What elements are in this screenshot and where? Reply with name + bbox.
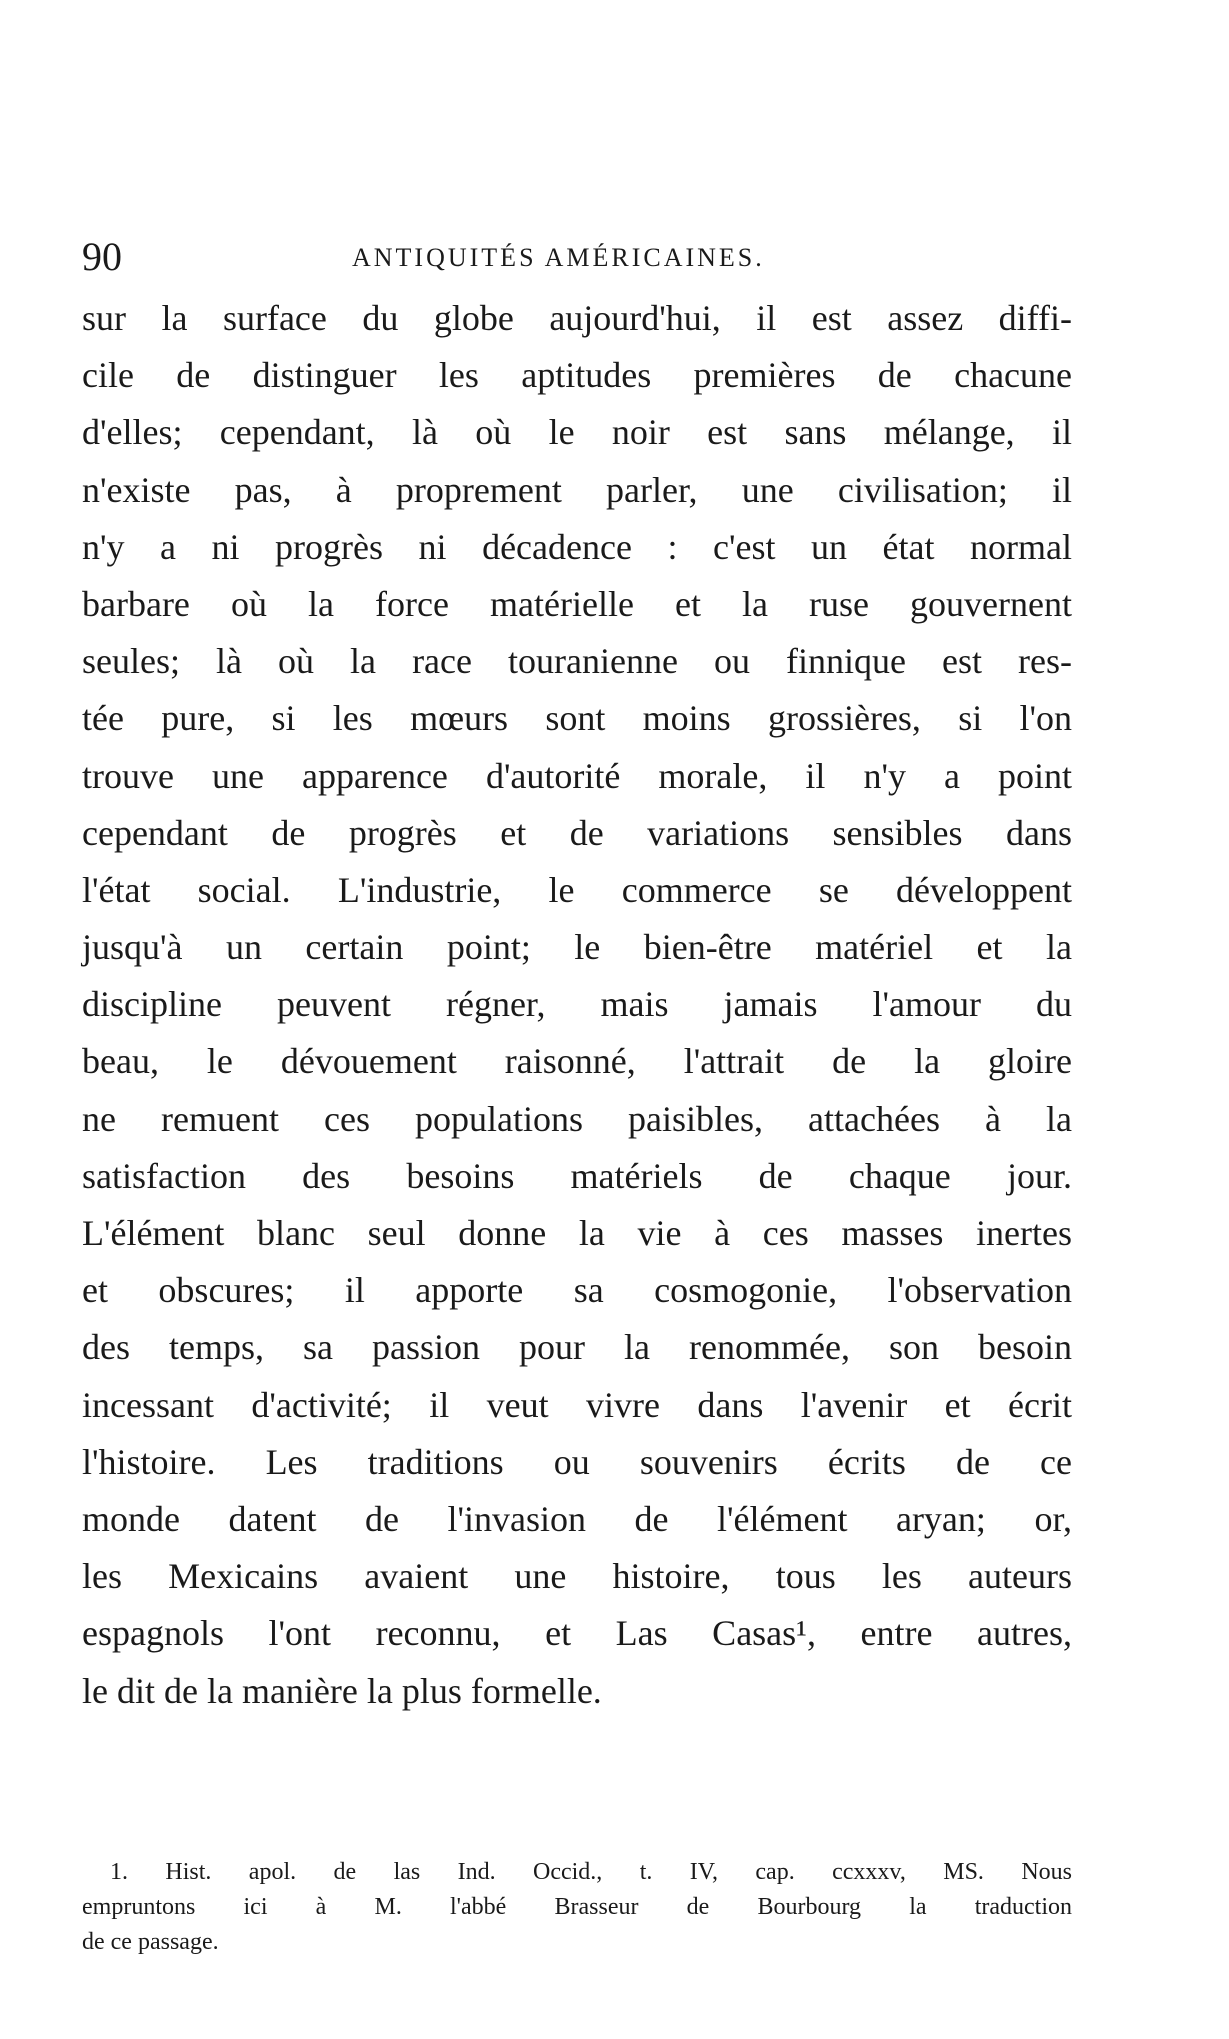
text-line: l'histoire. Les traditions ou souvenirs écrits de ce bbox=[82, 1441, 1072, 1482]
text-line: l'état social. L'industrie, le commerce se développent bbox=[82, 869, 1072, 910]
text-line: n'y a ni progrès ni décadence : c'est un état normal bbox=[82, 526, 1072, 567]
body-paragraph bbox=[82, 290, 1072, 1720]
text-line: et obscures; il apporte sa cosmogonie, l'observation bbox=[82, 1270, 1072, 1311]
text-line: monde datent de l'invasion de l'élément aryan; or, bbox=[82, 1498, 1072, 1539]
text-line: incessant d'activité; il veut vivre dans l'avenir et écrit bbox=[82, 1384, 1072, 1425]
footnote-line: empruntons ici à M. l'abbé Brasseur de Bourbourg la traduction bbox=[82, 1894, 1072, 1920]
text-line: discipline peuvent régner, mais jamais l'amour du bbox=[82, 984, 1072, 1025]
text-line: jusqu'à un certain point; le bien-être matériel et la bbox=[82, 927, 1072, 968]
text-line: cependant de progrès et de variations sensibles dans bbox=[82, 812, 1072, 853]
page-number: 90 bbox=[82, 234, 122, 279]
text-line: beau, le dévouement raisonné, l'attrait de la gloire bbox=[82, 1041, 1072, 1082]
text-line: L'élément blanc seul donne la vie à ces masses inertes bbox=[82, 1213, 1072, 1253]
running-head: ANTIQUITÉS AMÉRICAINES. bbox=[352, 243, 765, 272]
text-line: ne remuent ces populations paisibles, attachées à la bbox=[82, 1098, 1072, 1139]
footnote bbox=[82, 1855, 1072, 1960]
footnote-line: 1. Hist. apol. de las Ind. Occid., t. IV, cap. ccxxxv, MS. Nous bbox=[110, 1859, 1072, 1885]
text-line: les Mexicains avaient une histoire, tous les auteurs bbox=[82, 1556, 1072, 1597]
text-line: sur la surface du globe aujourd'hui, il est assez diffi- bbox=[82, 298, 1072, 338]
text-line: cile de distinguer les aptitudes premières de chacune bbox=[82, 355, 1072, 396]
text-line: des temps, sa passion pour la renommée, son besoin bbox=[82, 1327, 1072, 1368]
page-header bbox=[82, 232, 1072, 282]
text-line: tée pure, si les mœurs sont moins grossières, si l'on bbox=[82, 698, 1072, 739]
footnote-line: de ce passage. bbox=[82, 1929, 219, 1955]
text-line: trouve une apparence d'autorité morale, il n'y a point bbox=[82, 755, 1072, 796]
text-line: barbare où la force matérielle et la ruse gouvernent bbox=[82, 583, 1072, 624]
text-line: seules; là où la race touranienne ou finnique est res- bbox=[82, 641, 1072, 682]
text-line: satisfaction des besoins matériels de chaque jour. bbox=[82, 1155, 1072, 1196]
text-line: espagnols l'ont reconnu, et Las Casas¹, entre autres, bbox=[82, 1613, 1072, 1654]
text-line: n'existe pas, à proprement parler, une civilisation; il bbox=[82, 469, 1072, 510]
text-line: le dit de la manière la plus formelle. bbox=[82, 1670, 602, 1711]
text-line: d'elles; cependant, là où le noir est sans mélange, il bbox=[82, 412, 1072, 453]
